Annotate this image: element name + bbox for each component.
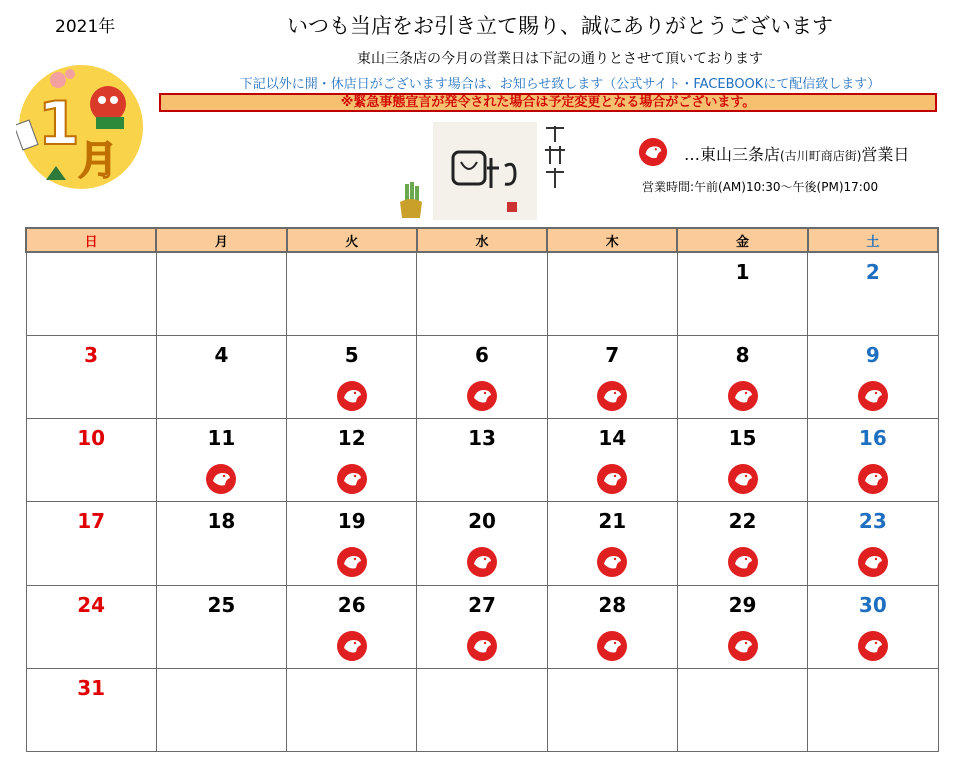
- red-bird-mark-icon: [336, 546, 368, 578]
- year-label: 2021年: [55, 17, 116, 37]
- weekday-friday: 金: [677, 228, 807, 252]
- day-number: 18: [207, 509, 236, 534]
- day-number: 31: [77, 675, 106, 700]
- calendar-day-cell: [417, 668, 547, 751]
- red-bird-mark-icon: [727, 630, 759, 662]
- day-number: 15: [728, 426, 757, 451]
- greeting-text: いつも当店をお引き立て賜り、誠にありがとうございます: [287, 14, 833, 38]
- info-text: 下記以外に開・休店日がございます場合は、お知らせ致します（公式サイト・FACEBOOKにて配信致します）: [239, 77, 881, 92]
- calendar-day-cell: [287, 419, 417, 502]
- day-number: 12: [337, 426, 366, 451]
- calendar-day-cell: [677, 502, 807, 585]
- day-number: 10: [77, 426, 106, 451]
- calendar-week-row: [26, 502, 938, 585]
- red-bird-mark-icon: [596, 630, 628, 662]
- red-bird-mark-icon: [857, 380, 889, 412]
- weekday-saturday: 土: [808, 228, 938, 252]
- calendar-day-cell: [808, 252, 938, 336]
- weekday-monday: 月: [156, 228, 286, 252]
- day-number: [548, 259, 677, 285]
- red-bird-mark-icon: [336, 463, 368, 495]
- red-bird-mark-icon: [857, 546, 889, 578]
- calendar-day-cell: [677, 252, 807, 336]
- calendar-day-cell: [287, 668, 417, 751]
- red-bird-mark-icon: [205, 463, 237, 495]
- day-number: 30: [858, 592, 887, 617]
- calendar-day-cell: [156, 252, 286, 336]
- calendar-day-cell: [156, 585, 286, 668]
- calendar-day-cell: [547, 336, 677, 419]
- day-number: 3: [84, 343, 99, 368]
- calendar-day-cell: [156, 336, 286, 419]
- calendar-day-cell: [287, 502, 417, 585]
- calendar-week-row: [26, 668, 938, 751]
- weekday-wednesday: 水: [417, 228, 547, 252]
- red-bird-mark-icon: [638, 137, 668, 167]
- legend-suffix: 営業日: [861, 145, 910, 164]
- calendar-day-cell: [547, 419, 677, 502]
- calendar-day-cell: [26, 668, 156, 751]
- day-number: 1: [735, 260, 750, 284]
- red-bird-mark-icon: [336, 380, 368, 412]
- svg-text:月: 月: [78, 138, 118, 184]
- calendar-day-cell: [808, 668, 938, 751]
- red-bird-mark-icon: [596, 546, 628, 578]
- weekday-thursday: 木: [547, 228, 677, 252]
- red-bird-mark-icon: [727, 463, 759, 495]
- red-bird-mark-icon: [857, 630, 889, 662]
- day-number: 6: [475, 343, 489, 368]
- day-number: [678, 675, 807, 701]
- day-number: [287, 259, 416, 285]
- calendar-day-cell: [677, 585, 807, 668]
- day-number: 8: [735, 343, 750, 368]
- calendar-day-cell: [26, 585, 156, 668]
- day-number: [548, 675, 677, 701]
- calendar-day-cell: [287, 585, 417, 668]
- day-number: 13: [468, 426, 496, 451]
- legend-prefix: …東山三条店: [684, 145, 781, 164]
- calendar-day-cell: [808, 502, 938, 585]
- day-number: 25: [207, 592, 236, 617]
- red-bird-mark-icon: [466, 630, 498, 662]
- kadomatsu-icon: [397, 180, 425, 220]
- day-number: 28: [598, 592, 627, 617]
- emergency-banner: ※緊急事態宣言が発令された場合は予定変更となる場合がございます。: [159, 93, 937, 112]
- calendar-day-cell: [287, 336, 417, 419]
- shop-logo: [433, 122, 537, 220]
- red-bird-mark-icon: [466, 380, 498, 412]
- day-number: 22: [728, 509, 757, 534]
- shop-logo-icon: [433, 122, 537, 220]
- red-bird-mark-icon: [466, 546, 498, 578]
- day-number: 5: [344, 343, 359, 368]
- day-number: [417, 675, 546, 701]
- calendar-week-row: [26, 585, 938, 668]
- day-number: 29: [728, 592, 757, 617]
- calendar-day-cell: [26, 419, 156, 502]
- red-bird-mark-icon: [857, 463, 889, 495]
- day-number: 23: [858, 509, 887, 534]
- day-number: 9: [865, 343, 880, 368]
- calendar-day-cell: [417, 252, 547, 336]
- calendar-day-cell: [26, 252, 156, 336]
- day-number: 24: [77, 592, 106, 617]
- weekday-tuesday: 火: [287, 228, 417, 252]
- calendar-day-cell: [547, 502, 677, 585]
- day-number: [27, 259, 156, 285]
- day-number: [417, 259, 546, 285]
- business-hours: 営業時間:午前(AM)10:30～午後(PM)17:00: [642, 180, 879, 194]
- day-number: 16: [858, 426, 887, 451]
- day-number: [157, 259, 286, 285]
- calendar-day-cell: [808, 336, 938, 419]
- calendar-day-cell: [547, 668, 677, 751]
- day-number: 20: [468, 509, 496, 534]
- day-number: 17: [77, 509, 106, 534]
- weekday-sunday: 日: [26, 228, 156, 252]
- day-number: 11: [207, 426, 236, 451]
- calendar-day-cell: [547, 585, 677, 668]
- day-number: 26: [337, 592, 366, 617]
- day-number: 4: [214, 343, 229, 368]
- day-number: 2: [865, 260, 880, 284]
- day-number: 27: [468, 592, 496, 617]
- calendar-day-cell: [156, 419, 286, 502]
- calendar-week-row: [26, 252, 938, 336]
- day-number: [808, 675, 937, 701]
- month-1-badge-icon: [16, 62, 146, 192]
- calendar-day-cell: [547, 252, 677, 336]
- red-bird-mark-icon: [336, 630, 368, 662]
- calendar-table: [25, 227, 939, 752]
- day-number: 21: [598, 509, 627, 534]
- legend-location: (古川町商店街): [780, 149, 862, 163]
- calendar-day-cell: [417, 419, 547, 502]
- red-bird-mark-icon: [727, 380, 759, 412]
- day-number: [287, 675, 416, 701]
- calendar-day-cell: [677, 336, 807, 419]
- calendar-day-cell: [808, 419, 938, 502]
- red-bird-mark-icon: [727, 546, 759, 578]
- new-year-calligraphy-icon: [540, 122, 570, 192]
- calendar-day-cell: [156, 502, 286, 585]
- calendar-day-cell: [287, 252, 417, 336]
- calendar-day-cell: [156, 668, 286, 751]
- calendar-day-cell: [677, 419, 807, 502]
- day-number: [157, 675, 286, 701]
- svg-text:1: 1: [38, 89, 80, 159]
- calendar-day-cell: [808, 585, 938, 668]
- calendar-day-cell: [417, 336, 547, 419]
- calendar-week-row: [26, 336, 938, 419]
- calendar-day-cell: [417, 585, 547, 668]
- calendar-day-cell: [26, 336, 156, 419]
- calendar-day-cell: [677, 668, 807, 751]
- day-number: 7: [605, 343, 620, 368]
- red-bird-mark-icon: [596, 380, 628, 412]
- calendar-day-cell: [26, 502, 156, 585]
- day-number: 14: [598, 426, 627, 451]
- calendar-day-cell: [417, 502, 547, 585]
- red-bird-mark-icon: [596, 463, 628, 495]
- weekday-header-row: [26, 228, 938, 252]
- calendar-week-row: [26, 419, 938, 502]
- legend-text: [684, 142, 909, 165]
- day-number: 19: [337, 509, 366, 534]
- notice-text: 東山三条店の今月の営業日は下記の通りとさせて頂いております: [357, 51, 763, 67]
